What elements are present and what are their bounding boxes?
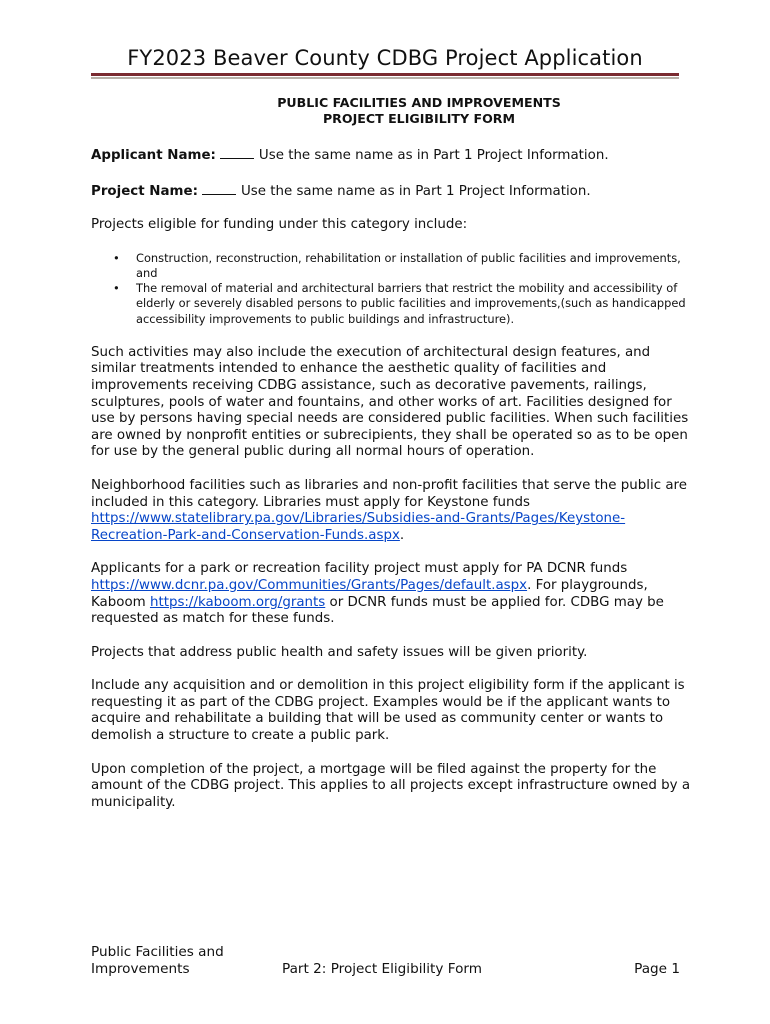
acquisition-paragraph: Include any acquisition and or demolition in this project eligibility form if the applicant is requesting it as part of the CDBG project. Examples would be if the applicant wants to acquire and rehabilitate a building that will be used as community center or wants to demolish a structure to create a public park.: [91, 678, 685, 744]
park-text-2: . For playgrounds, Kaboom: [91, 577, 648, 610]
footer-left-line2: Improvements: [91, 961, 190, 977]
kaboom-grants-link[interactable]: https://kaboom.org/grants: [149, 594, 326, 610]
document-body: [91, 146, 691, 811]
page-number: Page 1: [634, 961, 680, 977]
mortgage-paragraph: Upon completion of the project, a mortgage will be filed against the property for the amount of the CDBG project. This applies to all projects except infrastructure owned by a municipality.: [91, 761, 691, 810]
priority-paragraph: Projects that address public health and safety issues will be given priority.: [91, 644, 588, 660]
project-name-field: [91, 182, 691, 201]
park-text-3: or DCNR funds must be applied for. CDBG may be requested as match for these funds.: [91, 594, 664, 627]
neighborhood-text: Neighborhood facilities such as libraries and non-profit facilities that serve the public are included in this category. Libraries must apply for Keystone funds: [91, 477, 687, 510]
footer-left-line1: Public Facilities and: [91, 944, 224, 960]
bullet-icon: •: [113, 281, 120, 296]
footer-section-name: [91, 944, 251, 978]
eligible-intro: Projects eligible for funding under this category include:: [91, 217, 468, 233]
list-item: [91, 251, 691, 281]
footer-form-name: Part 2: Project Eligibility Form: [282, 961, 482, 977]
title-divider: [91, 73, 679, 79]
form-heading-line1: PUBLIC FACILITIES AND IMPROVEMENTS: [277, 95, 561, 110]
park-text-1: Applicants for a park or recreation facility project must apply for PA DCNR funds: [91, 561, 628, 577]
form-heading: [91, 95, 747, 127]
keystone-funds-link[interactable]: https://www.statelibrary.pa.gov/Libraries/Subsidies-and-Grants/Pages/Keystone-Recreation-Park-and-Conservation-Funds.aspx: [91, 511, 626, 543]
park-paragraph: [91, 561, 691, 627]
document-title: FY2023 Beaver County CDBG Project Application: [127, 46, 643, 70]
form-heading-line2: PROJECT ELIGIBILITY FORM: [322, 111, 516, 126]
project-name-label: Project Name:: [91, 183, 198, 199]
dcnr-grants-link[interactable]: https://www.dcnr.pa.gov/Communities/Grants/Pages/default.aspx: [91, 577, 528, 593]
activities-paragraph: Such activities may also include the execution of architectural design features, and similar treatments intended to enhance the aesthetic quality of facilities and improvements receiving CDBG assistance, such as decorative pavements, railings, sculptures, pools of water and fountains, and other works of art. Facilities designed for use by persons having special needs are considered public facilities. When such facilities are owned by nonprofit entities or subrecipients, they shall be operated so as to be open for use by the general public during all normal hours of operation.: [91, 344, 689, 460]
applicant-name-field: [91, 146, 691, 165]
applicant-name-blank: [220, 146, 254, 159]
list-item: [91, 281, 691, 327]
project-name-instruction: Use the same name as in Part 1 Project Information.: [240, 183, 591, 199]
neighborhood-paragraph: [91, 478, 691, 544]
bullet-icon: •: [113, 250, 120, 265]
project-name-blank: [202, 182, 236, 195]
list-item-text: The removal of material and architectural barriers that restrict the mobility and accessibility of elderly or severely disabled persons to public facilities and improvements,(such as handicapped accessibility improvements to public buildings and infrastructure).: [136, 281, 686, 326]
list-item-text: Construction, reconstruction, rehabilitation or installation of public facilities and improvements, and: [136, 250, 681, 280]
eligible-list: [91, 251, 691, 327]
applicant-name-label: Applicant Name:: [91, 148, 216, 163]
applicant-name-instruction: Use the same name as in Part 1 Project Information.: [258, 148, 609, 163]
neighborhood-end: .: [399, 527, 405, 543]
